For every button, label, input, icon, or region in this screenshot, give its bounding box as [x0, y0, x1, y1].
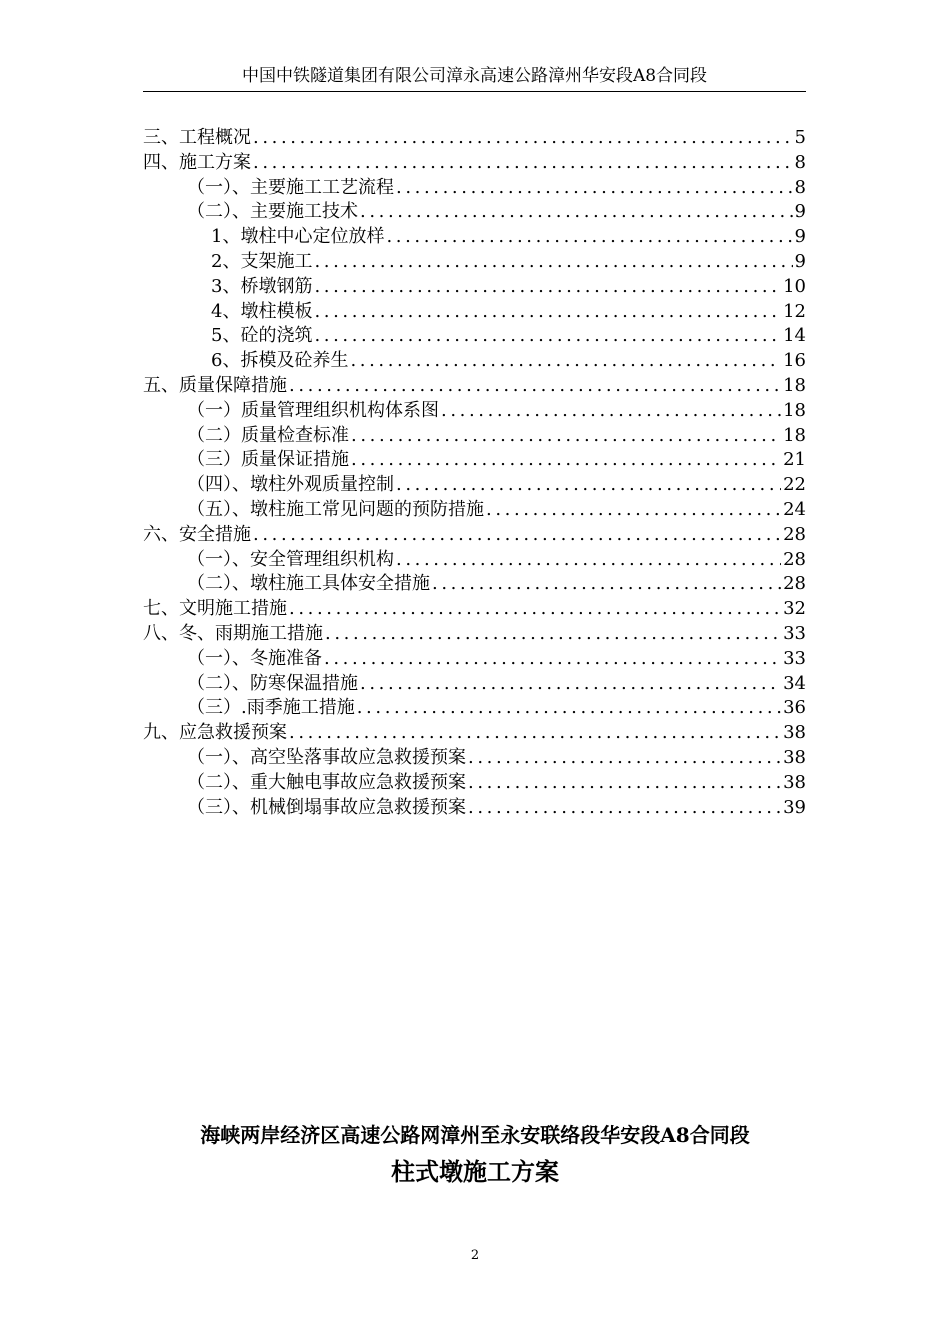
- toc-entry[interactable]: [143, 597, 806, 622]
- toc-leader-dots: [360, 672, 781, 696]
- toc-entry-title: （二）、防寒保温措施: [187, 672, 358, 694]
- toc-entry[interactable]: [143, 523, 806, 548]
- toc-leader-dots: [314, 250, 792, 274]
- toc-entry-title: 八、冬、雨期施工措施: [143, 622, 323, 644]
- toc-leader-dots: [289, 374, 781, 398]
- toc-entry-title: 4、墩柱模板: [211, 300, 313, 322]
- toc-entry-page: 28: [783, 573, 806, 595]
- toc-entry-title: （一）、冬施准备: [187, 647, 322, 669]
- toc-entry-title: 四、施工方案: [143, 151, 251, 173]
- toc-entry-page: 24: [783, 498, 806, 520]
- toc-entry-title: 6、拆模及砼养生: [211, 350, 349, 372]
- toc-leader-dots: [314, 324, 781, 348]
- toc-entry-page: 9: [794, 201, 806, 223]
- toc-leader-dots: [351, 448, 781, 472]
- toc-leader-dots: [314, 275, 781, 299]
- toc-entry-title: （一）、主要施工工艺流程: [187, 176, 394, 198]
- toc-leader-dots: [468, 771, 781, 795]
- toc-leader-dots: [289, 597, 781, 621]
- toc-entry[interactable]: [143, 126, 806, 151]
- toc-entry[interactable]: [143, 721, 806, 746]
- toc-entry[interactable]: [143, 647, 806, 672]
- toc-leader-dots: [289, 721, 781, 745]
- toc-entry[interactable]: [143, 771, 806, 796]
- toc-leader-dots: [396, 176, 793, 200]
- toc-entry-page: 16: [783, 350, 806, 372]
- toc-entry[interactable]: [143, 696, 806, 721]
- toc-entry-page: 33: [783, 647, 806, 669]
- toc-entry-title: （三）质量保证措施: [187, 449, 349, 471]
- toc-entry[interactable]: [143, 498, 806, 523]
- toc-leader-dots: [350, 349, 781, 373]
- document-title: 海峡两岸经济区高速公路网漳州至永安联络段华安段A8合同段: [200, 1123, 750, 1147]
- toc-entry-page: 22: [783, 474, 806, 496]
- toc-entry-title: 六、安全措施: [143, 523, 251, 545]
- toc-leader-dots: [360, 200, 793, 224]
- toc-entry[interactable]: [143, 275, 806, 300]
- toc-entry[interactable]: [143, 796, 806, 821]
- header-divider: [143, 91, 806, 92]
- toc-entry[interactable]: [143, 473, 806, 498]
- toc-entry[interactable]: [143, 374, 806, 399]
- toc-entry-page: 21: [783, 449, 806, 471]
- toc-leader-dots: [253, 151, 793, 175]
- toc-entry-title: （五）、墩柱施工常见问题的预防措施: [187, 498, 484, 520]
- toc-entry[interactable]: [143, 572, 806, 597]
- toc-entry[interactable]: [143, 176, 806, 201]
- toc-entry-title: 七、文明施工措施: [143, 598, 287, 620]
- toc-entry-page: 8: [794, 151, 806, 173]
- toc-entry-title: （二）、主要施工技术: [187, 201, 358, 223]
- toc-leader-dots: [324, 647, 781, 671]
- toc-entry[interactable]: [143, 151, 806, 176]
- toc-entry-title: （三）、机械倒塌事故应急救援预案: [187, 796, 466, 818]
- toc-leader-dots: [325, 622, 781, 646]
- toc-entry-title: 5、砼的浇筑: [211, 325, 313, 347]
- toc-entry-page: 18: [783, 374, 806, 396]
- toc-leader-dots: [253, 126, 793, 150]
- toc-leader-dots: [386, 225, 792, 249]
- toc-entry-page: 5: [794, 127, 806, 148]
- toc-entry[interactable]: [143, 200, 806, 225]
- toc-entry[interactable]: [143, 349, 806, 374]
- toc-entry-title: （一）、安全管理组织机构: [187, 548, 394, 570]
- toc-entry[interactable]: [143, 250, 806, 275]
- toc-entry-title: （二）、重大触电事故应急救援预案: [187, 771, 466, 793]
- toc-entry-title: 3、桥墩钢筋: [211, 275, 313, 297]
- toc-entry-title: 1、墩柱中心定位放样: [211, 226, 385, 248]
- toc-entry-page: 8: [794, 176, 806, 198]
- toc-entry[interactable]: [143, 622, 806, 647]
- toc-entry-page: 34: [783, 672, 806, 694]
- toc-entry-page: 38: [783, 746, 806, 768]
- toc-entry[interactable]: [143, 672, 806, 697]
- toc-entry-title: （四）、墩柱外观质量控制: [187, 474, 394, 496]
- toc-leader-dots: [486, 498, 781, 522]
- toc-entry-page: 38: [783, 722, 806, 744]
- toc-entry-page: 12: [783, 300, 806, 322]
- toc-entry-page: 32: [783, 598, 806, 620]
- toc-leader-dots: [396, 473, 781, 497]
- toc-entry[interactable]: [143, 225, 806, 250]
- toc-leader-dots: [314, 300, 781, 324]
- toc-entry-page: 36: [783, 697, 806, 719]
- document-subtitle: 柱式墩施工方案: [391, 1157, 559, 1186]
- toc-entry-title: （一）质量管理组织机构体系图: [187, 399, 439, 421]
- toc-entry-page: 33: [783, 622, 806, 644]
- toc-leader-dots: [468, 796, 781, 820]
- toc-entry-page: 14: [783, 325, 806, 347]
- toc-entry-title: （二）质量检查标准: [187, 424, 349, 446]
- toc-entry-page: 18: [783, 424, 806, 446]
- toc-leader-dots: [357, 696, 781, 720]
- toc-entry-title: （二）、墩柱施工具体安全措施: [187, 573, 430, 595]
- toc-entry-page: 18: [783, 399, 806, 421]
- toc-entry[interactable]: [143, 448, 806, 473]
- toc-entry[interactable]: [143, 424, 806, 449]
- page-number: 2: [470, 1248, 480, 1263]
- toc-leader-dots: [351, 424, 781, 448]
- page-header: 中国中铁隧道集团有限公司漳永高速公路漳州华安段A8合同段: [241, 66, 708, 86]
- toc-leader-dots: [441, 399, 781, 423]
- toc-entry-page: 38: [783, 771, 806, 793]
- table-of-contents: [143, 126, 806, 820]
- toc-entry-page: 9: [794, 226, 806, 248]
- toc-entry-page: 28: [783, 548, 806, 570]
- toc-entry-title: 五、质量保障措施: [143, 374, 287, 396]
- toc-entry-title: 2、支架施工: [211, 250, 313, 272]
- toc-leader-dots: [253, 523, 781, 547]
- toc-leader-dots: [468, 746, 781, 770]
- toc-entry-page: 10: [783, 275, 806, 297]
- toc-entry-title: 三、工程概况: [143, 127, 251, 148]
- toc-entry-title: （一）、高空坠落事故应急救援预案: [187, 746, 466, 768]
- toc-leader-dots: [432, 572, 781, 596]
- toc-entry[interactable]: [143, 548, 806, 573]
- toc-leader-dots: [396, 548, 781, 572]
- toc-entry-page: 39: [783, 796, 806, 818]
- toc-entry[interactable]: [143, 746, 806, 771]
- toc-entry[interactable]: [143, 324, 806, 349]
- toc-entry-title: （三）.雨季施工措施: [187, 697, 355, 719]
- toc-entry-title: 九、应急救援预案: [143, 722, 287, 744]
- toc-entry[interactable]: [143, 300, 806, 325]
- toc-entry[interactable]: [143, 399, 806, 424]
- toc-entry-page: 9: [794, 250, 806, 272]
- toc-entry-page: 28: [783, 523, 806, 545]
